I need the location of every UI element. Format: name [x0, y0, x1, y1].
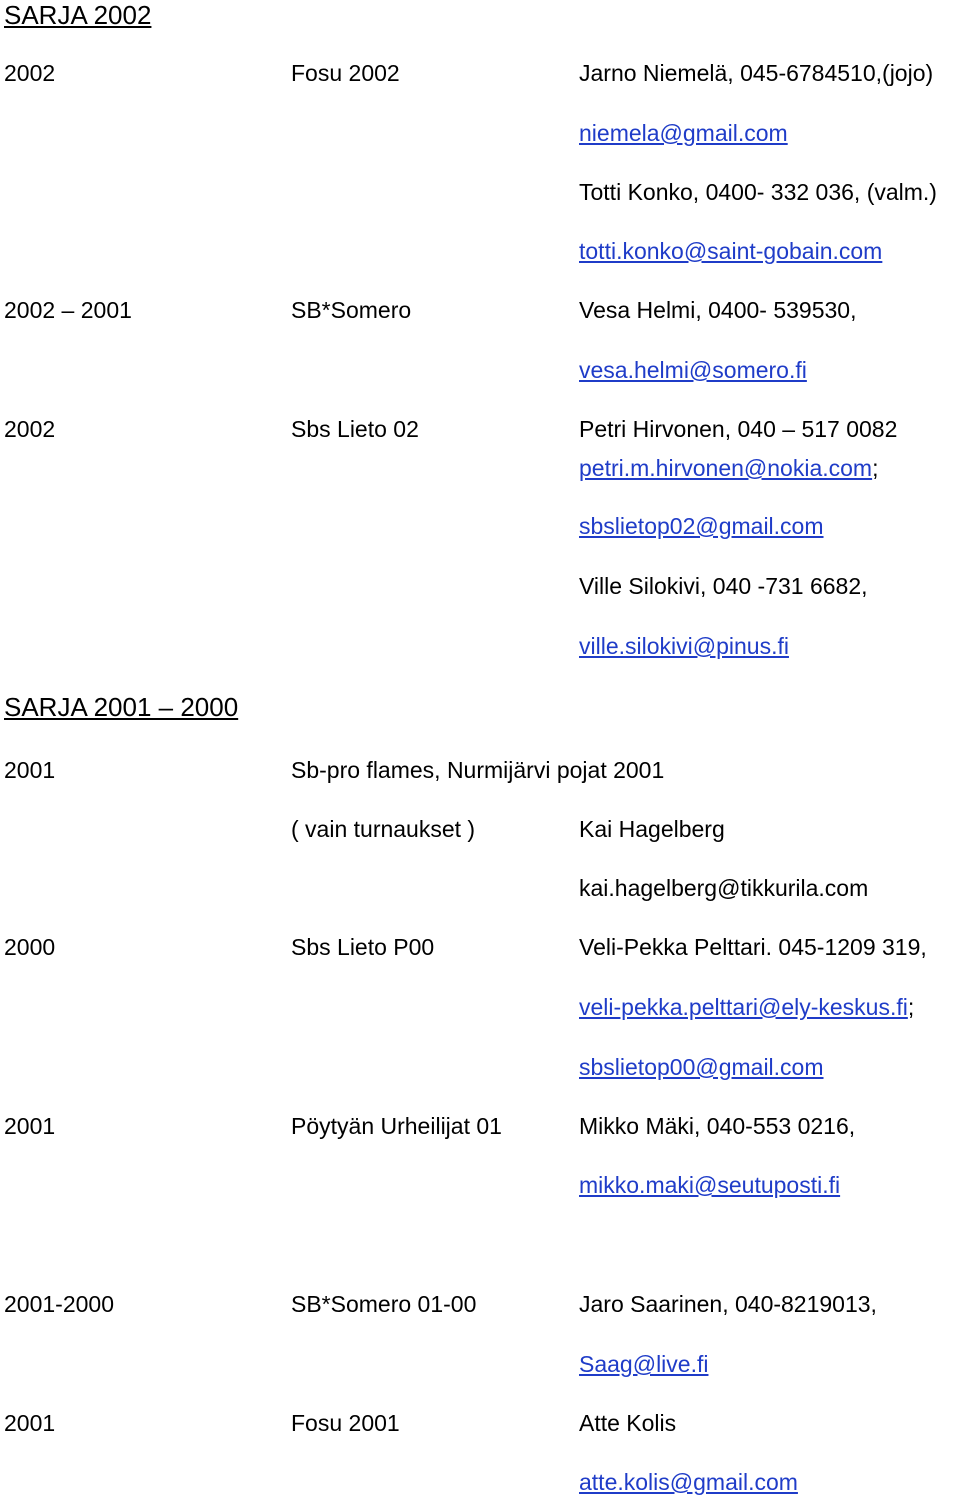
email-link[interactable]: petri.m.hirvonen@nokia.com [579, 455, 873, 481]
team-note: ( vain turnaukset ) [291, 816, 476, 842]
team-name: Sb-pro flames, Nurmijärvi pojat 2001 [291, 757, 665, 783]
contact-info: Kai Hagelberg [579, 816, 725, 842]
email-link[interactable]: mikko.maki@seutuposti.fi [579, 1172, 841, 1198]
team-year: 2001 [4, 757, 56, 783]
team-name: SB*Somero 01-00 [291, 1291, 477, 1317]
team-name: Sbs Lieto 02 [291, 416, 419, 442]
email-link[interactable]: Saag@live.fi [579, 1351, 709, 1377]
contact-info: Jarno Niemelä, 045-6784510,(jojo) [579, 60, 934, 86]
team-year: 2002 [4, 416, 56, 442]
team-year: 2001-2000 [4, 1291, 114, 1317]
section-heading-sarja-2002: SARJA 2002 [4, 0, 152, 30]
team-name: SB*Somero [291, 297, 412, 323]
email-link[interactable]: veli-pekka.pelttari@ely-keskus.fi [579, 994, 908, 1020]
email-link[interactable]: ville.silokivi@pinus.fi [579, 633, 789, 659]
contact-email-plain: kai.hagelberg@tikkurila.com [579, 875, 869, 901]
contact-info: Atte Kolis [579, 1410, 677, 1436]
team-name: Fosu 2001 [291, 1410, 400, 1436]
contact-info: Petri Hirvonen, 040 – 517 0082 [579, 416, 898, 442]
email-link[interactable]: niemela@gmail.com [579, 120, 788, 146]
team-name: Pöytyän Urheilijat 01 [291, 1113, 502, 1139]
email-link[interactable]: totti.konko@saint-gobain.com [579, 238, 883, 264]
email-link[interactable]: atte.kolis@gmail.com [579, 1469, 798, 1495]
team-year: 2002 – 2001 [4, 297, 132, 323]
team-year: 2001 [4, 1410, 56, 1436]
team-name: Fosu 2002 [291, 60, 400, 86]
contact-info: Veli-Pekka Pelttari. 045-1209 319, [579, 934, 927, 960]
contact-info: Mikko Mäki, 040-553 0216, [579, 1113, 856, 1139]
team-year: 2002 [4, 60, 56, 86]
email-link[interactable]: sbslietop00@gmail.com [579, 1054, 824, 1080]
email-line [579, 992, 914, 1022]
team-year: 2001 [4, 1113, 56, 1139]
contact-info: Totti Konko, 0400- 332 036, (valm.) [579, 179, 937, 205]
contact-info: Ville Silokivi, 040 -731 6682, [579, 573, 868, 599]
team-year: 2000 [4, 934, 56, 960]
team-name: Sbs Lieto P00 [291, 934, 435, 960]
contact-info: Jaro Saarinen, 040-8219013, [579, 1291, 877, 1317]
email-link[interactable]: sbslietop02@gmail.com [579, 513, 824, 539]
section-heading-sarja-2001-2000: SARJA 2001 – 2000 [4, 692, 239, 722]
email-line [579, 453, 878, 483]
email-link[interactable]: vesa.helmi@somero.fi [579, 357, 807, 383]
email-separator: ; [907, 994, 915, 1020]
contact-info: Vesa Helmi, 0400- 539530, [579, 297, 857, 323]
email-separator: ; [872, 455, 879, 481]
